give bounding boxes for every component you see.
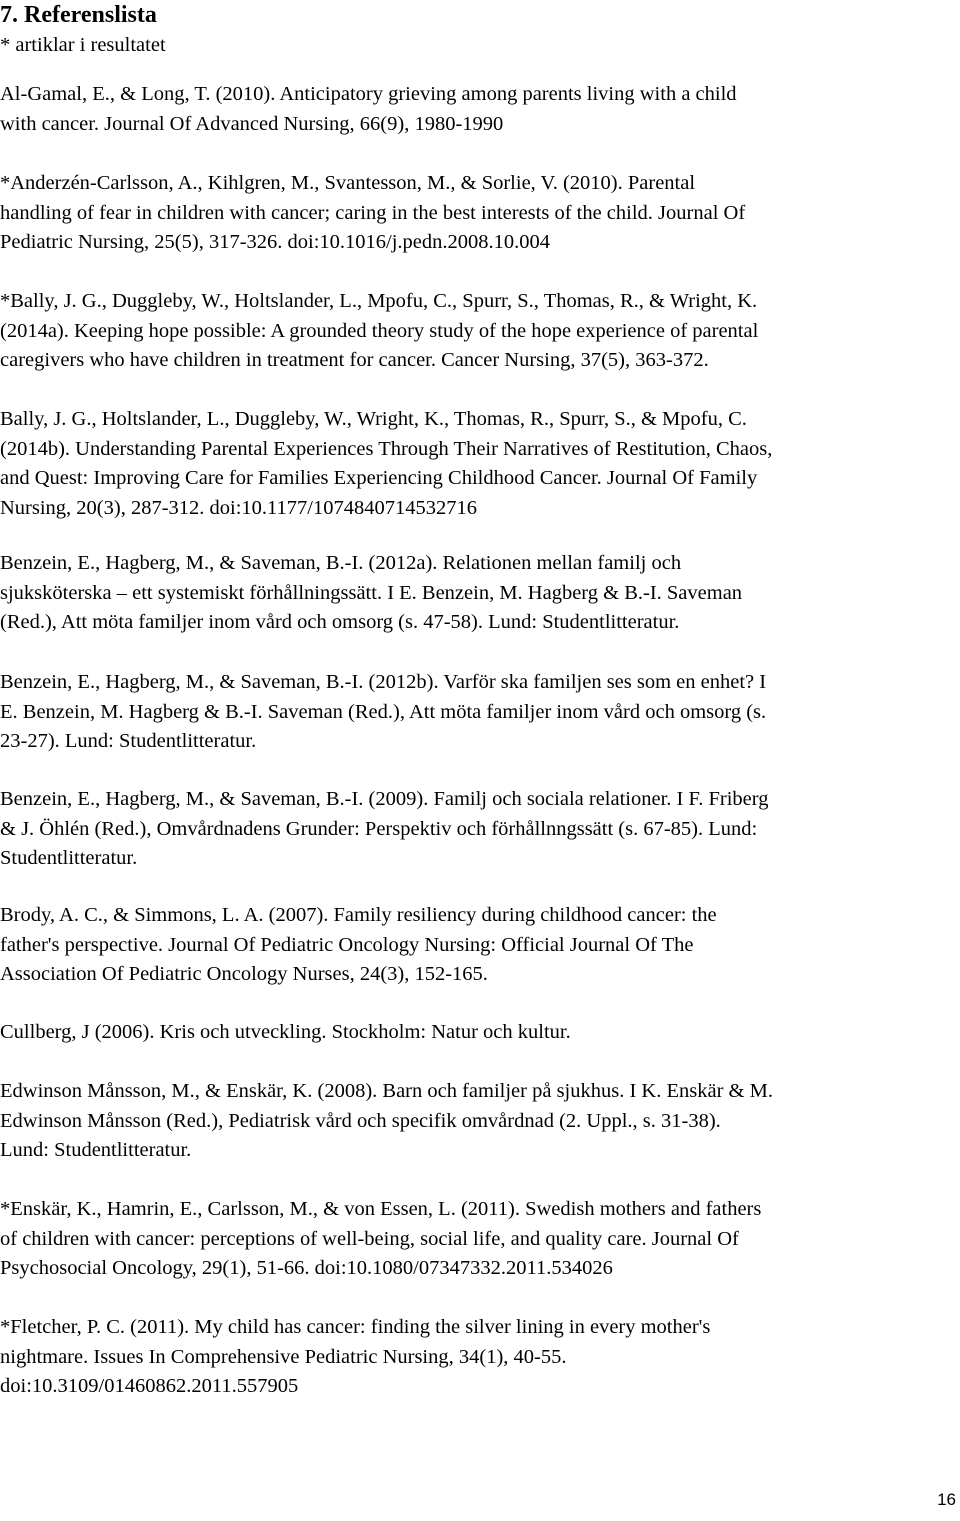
reference-entry [0,901,960,990]
section-subheading: * artiklar i resultatet [0,34,166,56]
reference-line: Pediatric Nursing, 25(5), 317-326. doi:10.1016/j.pedn.2008.10.004 [0,231,551,254]
reference-line: of children with cancer: perceptions of well-being, social life, and quality care. Journal Of [0,1227,739,1250]
reference-line: Al-Gamal, E., & Long, T. (2010). Anticipatory grieving among parents living with a child [0,83,737,105]
reference-line: caregivers who have children in treatment for cancer. Cancer Nursing, 37(5), 363-372. [0,349,709,372]
reference-line: *Enskär, K., Hamrin, E., Carlsson, M., & von Essen, L. (2011). Swedish mothers and fathers [0,1198,762,1220]
reference-line: Benzein, E., Hagberg, M., & Saveman, B.-I. (2012b). Varför ska familjen ses som en enhet? I [0,671,767,693]
reference-line: doi:10.3109/01460862.2011.557905 [0,1375,299,1398]
reference-line: father's perspective. Journal Of Pediatric Oncology Nursing: Official Journal Of The [0,933,694,956]
reference-entry [0,1077,960,1166]
reference-line: Association Of Pediatric Oncology Nurses, 24(3), 152-165. [0,963,488,986]
reference-line: handling of fear in children with cancer; caring in the best interests of the child. Journal Of [0,201,746,224]
reference-line: with cancer. Journal Of Advanced Nursing, 66(9), 1980-1990 [0,112,504,135]
reference-line: nightmare. Issues In Comprehensive Pediatric Nursing, 34(1), 40-55. [0,1345,567,1368]
reference-line: E. Benzein, M. Hagberg & B.-I. Saveman (Red.), Att möta familjer inom vård och omsorg (s. [0,700,767,723]
reference-line: *Bally, J. G., Duggleby, W., Holtslander, L., Mpofu, C., Spurr, S., Thomas, R., & Wright, K. [0,290,758,312]
reference-line: Edwinson Månsson, M., & Enskär, K. (2008). Barn och familjer på sjukhus. I K. Enskär & M. [0,1080,773,1102]
reference-line: *Fletcher, P. C. (2011). My child has cancer: finding the silver lining in every mother's [0,1316,711,1338]
reference-line: sjuksköterska – ett systemiskt förhållningssätt. I E. Benzein, M. Hagberg & B.-I. Saveman [0,581,743,604]
reference-line: Benzein, E., Hagberg, M., & Saveman, B.-I. (2012a). Relationen mellan familj och [0,552,682,574]
reference-line: 23-27). Lund: Studentlitteratur. [0,730,257,753]
page-number: 16 [937,1490,956,1509]
reference-line: Bally, J. G., Holtslander, L., Duggleby, W., Wright, K., Thomas, R., Spurr, S., & Mpofu, C. [0,408,747,430]
reference-line: & J. Öhlén (Red.), Omvårdnadens Grunder: Perspektiv och förhållnngssätt (s. 67-85). Lund: [0,817,758,840]
reference-line: Brody, A. C., & Simmons, L. A. (2007). Family resiliency during childhood cancer: the [0,904,717,926]
reference-line: (Red.), Att möta familjer inom vård och omsorg (s. 47-58). Lund: Studentlitteratur. [0,611,680,634]
reference-line: Lund: Studentlitteratur. [0,1139,192,1162]
reference-entry [0,1018,960,1048]
reference-line: (2014b). Understanding Parental Experiences Through Their Narratives of Restitution, Chaos, [0,437,773,460]
reference-line: Nursing, 20(3), 287-312. doi:10.1177/1074840714532716 [0,496,477,519]
reference-line: Cullberg, J (2006). Kris och utveckling. Stockholm: Natur och kultur. [0,1021,571,1043]
reference-line: and Quest: Improving Care for Families Experiencing Childhood Cancer. Journal Of Family [0,467,758,490]
reference-line: Benzein, E., Hagberg, M., & Saveman, B.-I. (2009). Familj och sociala relationer. I F. Friberg [0,788,769,810]
reference-entry [0,1313,960,1402]
reference-entry [0,785,960,874]
reference-entry [0,287,960,376]
reference-line: *Anderzén-Carlsson, A., Kihlgren, M., Svantesson, M., & Sorlie, V. (2010). Parental [0,172,696,194]
reference-entry [0,668,960,757]
reference-entry [0,169,960,258]
reference-line: Studentlitteratur. [0,847,138,870]
reference-line: (2014a). Keeping hope possible: A grounded theory study of the hope experience of parental [0,319,759,342]
section-heading: 7. Referenslista [0,2,157,28]
reference-entry [0,1195,960,1284]
reference-line: Edwinson Månsson (Red.), Pediatrisk vård och specifik omvårdnad (2. Uppl., s. 31-38). [0,1109,721,1132]
reference-entry [0,549,960,638]
reference-entry [0,405,960,523]
reference-line: Psychosocial Oncology, 29(1), 51-66. doi:10.1080/07347332.2011.534026 [0,1257,613,1280]
reference-entry [0,80,960,139]
